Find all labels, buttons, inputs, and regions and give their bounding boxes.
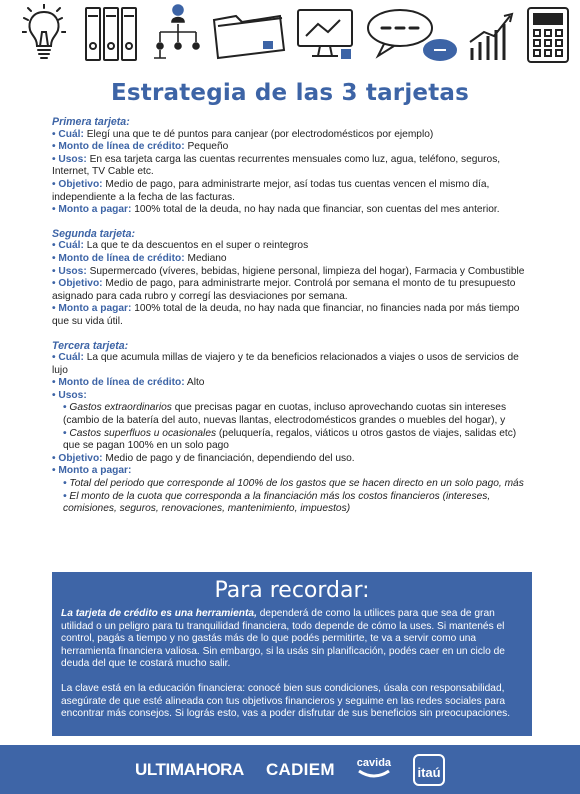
bullet-icon: • [52,240,59,252]
cual-row [52,240,532,253]
objetivo-row [52,453,532,466]
para-recordar-bold: La tarjeta de crédito es una herramienta, [61,608,257,619]
cual-label: Cuál: [58,128,84,140]
para-recordar-box [52,572,532,736]
objetivo-text: Medio de pago, para administrarte mejor, así todas tus cuentas vencen el mismo día, independiente a la fecha de las facturas. [52,178,490,203]
cadiem-logo: CADIEM [265,759,335,779]
cards-strategy-content [52,116,532,527]
usos-subitem-text: (peluquería, regalos, viáticos u otros gastos de viajes, salidas etc) que se pagan 100% en un solo pago [63,427,517,452]
section-title: Primera tarjeta: [52,116,130,128]
bullet-icon: • [52,303,59,315]
cual-text: La que te da descuentos en el super o reintegros [86,240,309,252]
section-title: Segunda tarjeta: [52,227,136,240]
usos-subitem [52,402,532,427]
monto-pagar-text: 100% total de la deuda, no hay nada que financiar, no financies nada por más tiempo que su vida útil. [52,303,520,327]
monto-linea-row [52,377,532,390]
bullet-icon: • [52,178,59,190]
cual-row [52,129,532,142]
usos-label: Usos: [58,389,87,401]
usos-subitem-em: Castos superfluos u ocasionales [69,427,217,439]
monto-pagar-row [52,303,532,328]
monto-linea-label: Monto de línea de crédito: [58,377,185,389]
monto-pagar-label: Monto a pagar: [58,204,132,216]
monto-linea-row [52,141,532,154]
objetivo-row [52,179,532,204]
bullet-icon: • [63,402,70,414]
bullet-icon: • [52,452,59,464]
monto-linea-row [52,253,532,266]
itau-logo: itaú [413,754,445,786]
ultimahora-logo: ULTIMAHORA [134,759,244,779]
bullet-icon: • [52,141,59,153]
bullet-icon: • [52,278,59,290]
monto-pagar-label: Monto a pagar: [58,303,132,315]
monto-pagar-row [52,204,532,217]
monto-linea-text: Pequeño [187,141,229,153]
cavida-smile-icon [357,769,391,779]
folder-icon [206,6,290,66]
cual-label: Cuál: [58,352,84,364]
section-tercera-tarjeta [52,340,532,516]
objetivo-row [52,278,532,303]
bullet-icon: • [52,465,59,477]
cual-text: Elegí una que te dé puntos para canjear (por electrodomésticos por ejemplo) [86,128,434,140]
section-segunda-tarjeta [52,228,532,329]
para-recordar-paragraph-2: La clave está en la educación financiera: conocé bien sus condiciones, úsala con responsabilidad, asegúrate de que esté alineada con tus objetivos financieros y seguime en las redes sociales para encontrar más consejos. Si lográs esto, vas a poder disfrutar de sus beneficios sin preocupaciones. [61,682,511,720]
section-primera-tarjeta [52,116,532,217]
monto-linea-text: Alto [186,377,205,389]
monto-pagar-row [52,465,532,478]
header-illustrations [0,0,580,75]
cual-row [52,352,532,377]
objetivo-label: Objetivo: [58,178,103,190]
monto-linea-label: Monto de línea de crédito: [58,252,185,264]
usos-label: Usos: [58,153,87,165]
page-title: Estrategia de las 3 tarjetas [110,80,470,106]
usos-text: Supermercado (víveres, bebidas, higiene personal, limpieza del hogar), Farmacia y Combustible [89,265,525,277]
cavida-logo [357,758,391,782]
para-recordar-title: Para recordar: [214,578,370,603]
speech-bubbles-icon [364,6,460,66]
para-recordar-text-1: dependerá de como la utilices para que sea de gran utilidad o un peligro para tu tranquilidad financiera, todo depende de cómo la uses. Si mantenés el control, pagás a tiempo y no gastás más de lo que podés permitirte, te va a servir como una herramienta financiera valiosa. Sin embargo, si la usás sin planificación, podés caer en un ciclo de deuda del que te costará mucho salir. [61,608,505,670]
bullet-icon: • [52,377,59,389]
section-title: Tercera tarjeta: [52,339,129,352]
monto-pagar-subitem [52,478,532,491]
bullet-icon: • [63,427,70,439]
org-chart-icon [150,2,206,66]
monto-pagar-subitem [52,491,532,516]
cual-text: La que acumula millas de viajero y te da beneficios relacionados a viajes o usos de servicios de lujo [52,352,519,376]
usos-subitem-em: Gastos extraordinarios [69,402,172,414]
usos-row [52,154,532,179]
para-recordar-paragraph-1 [61,608,523,671]
monto-pagar-subitem-text: Total del periodo que corresponde al 100% de los gastos que se hacen directo en un solo pago, más [69,478,524,490]
monitor-icon [294,6,356,64]
usos-subitem-text: que precisas pagar en cuotas, incluso aprovechando cuotas sin intereses (cambio de la batería del auto, nuevas llantas, electrodomésticos grandes o muebles del hogar), y [63,402,507,427]
bullet-icon: • [63,478,70,490]
bullet-icon: • [63,490,70,502]
usos-label: Usos: [58,265,87,277]
binders-icon [82,4,142,66]
objetivo-label: Objetivo: [58,278,103,290]
usos-row [52,390,532,403]
bullet-icon: • [52,265,59,277]
monto-pagar-subitem-text: El monto de la cuota que corresponda a la financiación más los costos financieros (intereses, comisiones, seguros, renovaciones, mantenimiento, impuestos) [63,490,491,515]
objetivo-text: Medio de pago y de financiación, dependiendo del uso. [105,452,355,464]
bullet-icon: • [52,153,59,165]
usos-row [52,266,532,279]
growth-chart-icon [466,6,522,66]
usos-subitem [52,428,532,453]
lightbulb-icon [22,4,66,64]
bullet-icon: • [52,252,59,264]
usos-text: En esa tarjeta carga las cuentas recurrentes mensuales como luz, agua, teléfono, seguros, Internet, TV Cable etc. [52,153,501,178]
bullet-icon: • [52,389,59,401]
cual-label: Cuál: [58,240,84,252]
objetivo-label: Objetivo: [58,452,103,464]
objetivo-text: Medio de pago, para administrarte mejor. Controlá por semana el monto de tu presupuesto asignado para cada rubro y corregí las desviaciones por semana. [52,278,516,302]
sponsors-footer [0,745,580,794]
monto-pagar-text: 100% total de la deuda, no hay nada que financiar, son cuentas del mes anterior. [134,204,500,216]
monto-linea-text: Mediano [187,252,227,264]
bullet-icon: • [52,352,59,364]
monto-pagar-label: Monto a pagar: [58,465,132,477]
calculator-icon [524,4,574,68]
cavida-logo-text: cavida [356,756,392,769]
monto-linea-label: Monto de línea de crédito: [58,141,185,153]
bullet-icon: • [52,128,59,140]
bullet-icon: • [52,204,59,216]
